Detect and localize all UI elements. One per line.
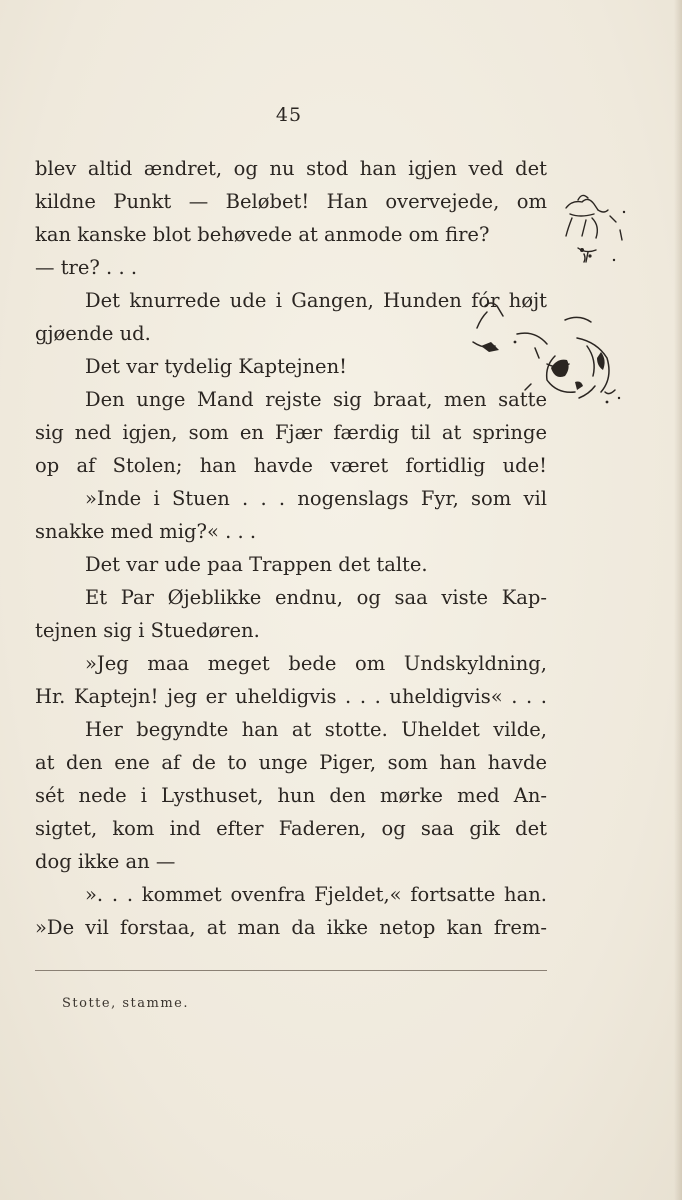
text-line: gjøende ud. [35,322,151,345]
text-line: snakke med mig?« . . . [35,520,257,543]
text-line: kan kanske blot behøvede at anmode om fire? [35,223,490,246]
text-line: Den unge Mand rejste sig braat, men satte [85,388,547,411]
text-line: sigtet, kom ind efter Faderen, og saa gik det [35,817,547,840]
text-line: »De vil forstaa, at man da ikke netop kan frem- [35,916,547,939]
text-line: sét nede i Lysthuset, hun den mørke med An- [35,784,547,807]
dog-sketch-large-icon [455,298,625,418]
text-line: Et Par Øjeblikke endnu, og saa viste Kap- [85,586,547,609]
dog-sketch-small-icon [548,190,638,270]
text-line: op af Stolen; han havde været fortidlig ude! [35,454,547,477]
text-line: at den ene af de to unge Piger, som han havde [35,751,547,774]
footnote-rule [35,970,547,971]
footnote: Stotte, stamme. [62,996,189,1011]
page-edge-shadow [674,0,682,1200]
text-line: »Jeg maa meget bede om Undskyldning, [85,652,547,675]
text-line: Hr. Kaptejn! jeg er uheldigvis . . . uheldigvis« . . . [35,685,547,708]
page-number: 45 [275,104,303,126]
text-line: ». . . kommet ovenfra Fjeldet,« fortsatte han. [85,883,547,906]
text-line: — tre? . . . [35,256,138,279]
text-line: Her begyndte han at stotte. Uheldet vilde, [85,718,547,741]
text-line: Det var tydelig Kaptejnen! [85,355,347,378]
text-line: kildne Punkt — Beløbet! Han overvejede, om [35,190,547,213]
text-line: Det knurrede ude i Gangen, Hunden fór højt [85,289,547,312]
body-text [35,152,547,944]
text-line: dog ikke an — [35,850,176,873]
text-line: blev altid ændret, og nu stod han igjen ved det [35,157,547,180]
text-line: sig ned igjen, som en Fjær færdig til at springe [35,421,547,444]
text-line: Det var ude paa Trappen det talte. [85,553,428,576]
text-line: tejnen sig i Stuedøren. [35,619,260,642]
text-line: »Inde i Stuen . . . nogenslags Fyr, som vil [85,487,547,510]
